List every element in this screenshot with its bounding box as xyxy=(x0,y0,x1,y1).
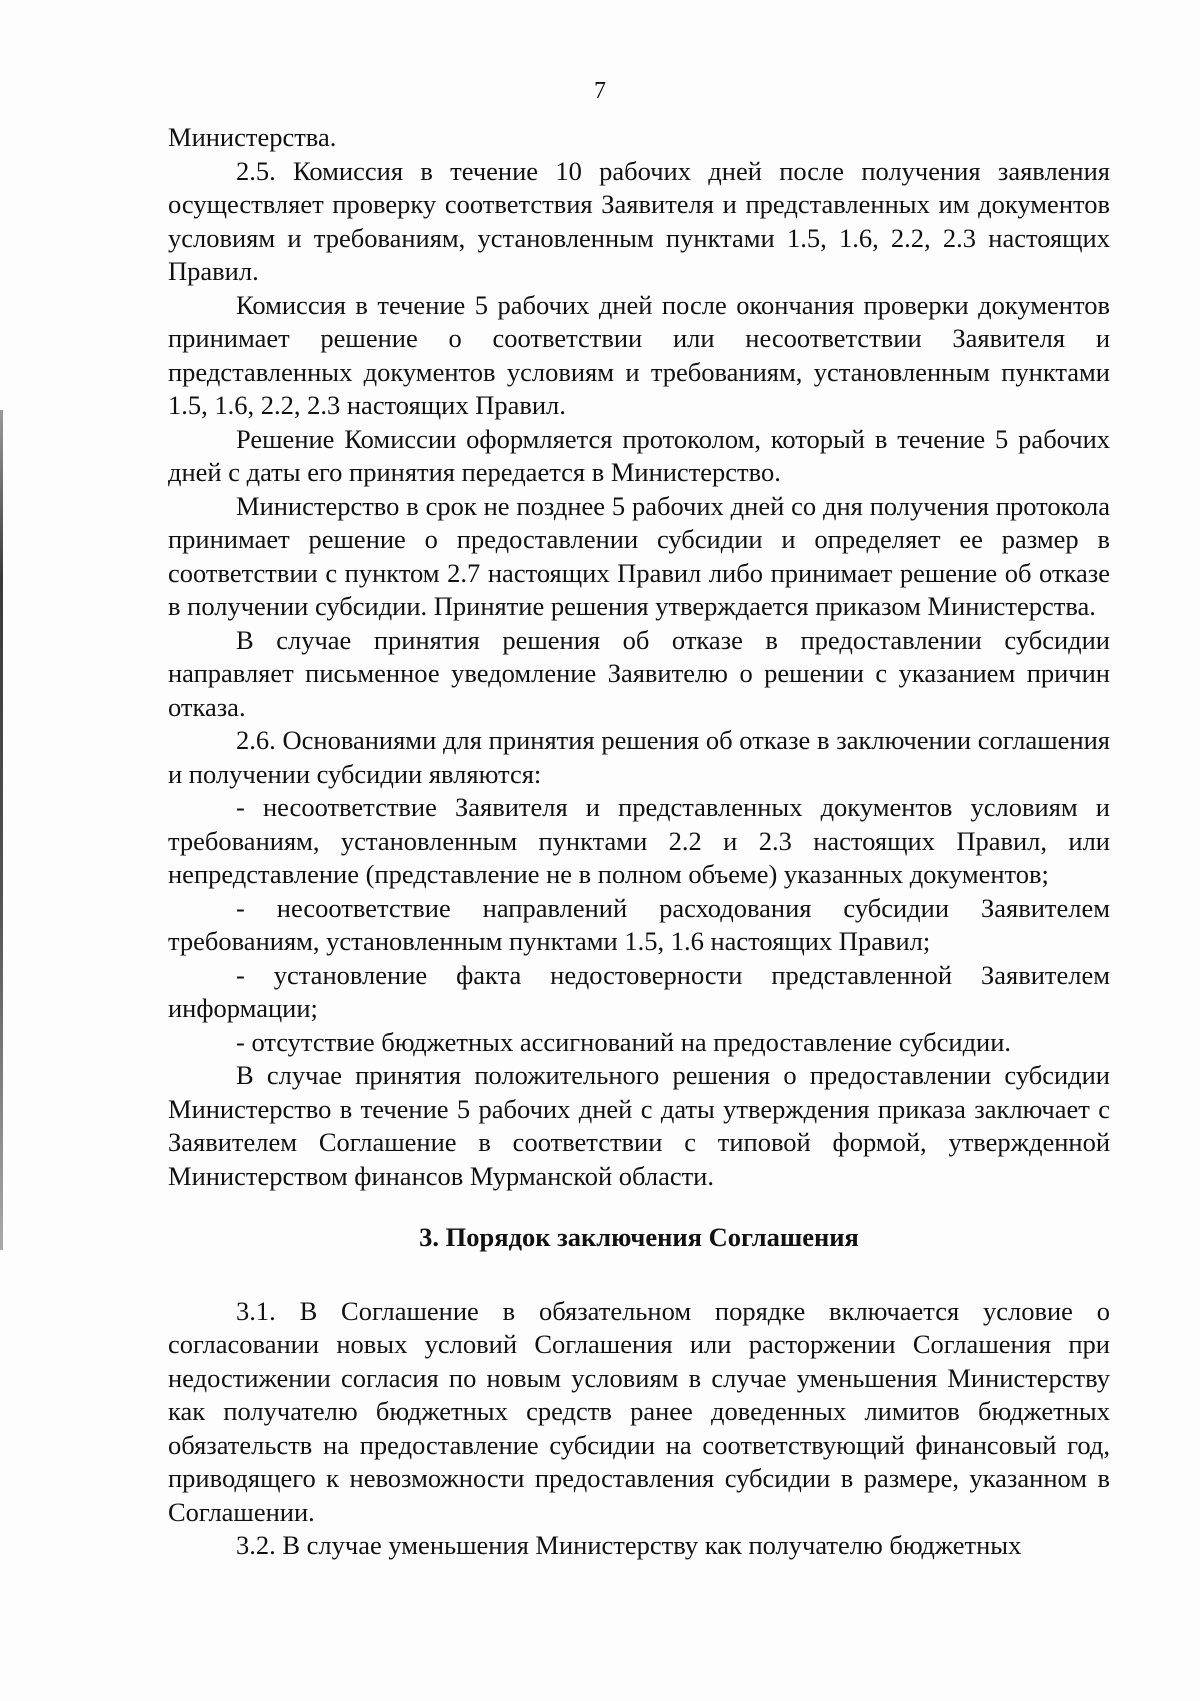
paragraph-continuation: Министерства. xyxy=(168,122,337,152)
list-item-no-budget: - отсутствие бюджетных ассигнований на предоставление субсидии. xyxy=(236,1026,1012,1057)
paragraph-protocol: Решение Комиссии оформляется протоколом, который в течение 5 рабочих дней с даты его принятия передается в Министерство. xyxy=(168,423,1110,487)
paragraph-2-6: 2.6. Основаниями для принятия решения об отказе в заключении соглашения и получении субсидии являются: xyxy=(168,725,1110,789)
document-body xyxy=(168,121,1110,1563)
paragraph-positive-decision: В случае принятия положительного решения о предоставлении субсидии Министерство в течение 5 рабочих дней с даты утверждения приказа заключает с Заявителем Соглашение в соответствии с типовой формой, утвержденной Министерством финансов Мурманской области. xyxy=(168,1060,1110,1191)
paragraph-3-2: 3.2. В случае уменьшения Министерству как получателю бюджетных xyxy=(236,1530,1022,1560)
scan-edge-shadow xyxy=(0,410,3,1250)
paragraph-3-1: 3.1. В Соглашение в обязательном порядке включается условие о согласовании новых условий Соглашения или расторжении Соглашения при недостижении согласия по новым условиям в случае уменьшения Министерству как получателю бюджетных средств ранее доведенных лимитов бюджетных обязательств на предоставление субсидии на соответствующий финансовый год, приводящего к невозможности предоставления субсидии в размере, указанном в Соглашении. xyxy=(168,1295,1110,1527)
page-number: 7 xyxy=(594,78,606,104)
paragraph-commission-decision: Комиссия в течение 5 рабочих дней после окончания проверки документов принимает решение о соответствии или несоответствии Заявителя и представленных документов условиям и требованиям, установленным пунктами 1.5, 1.6, 2.2, 2.3 настоящих Правил. xyxy=(168,289,1110,420)
paragraph-refusal-notice: В случае принятия решения об отказе в предоставлении субсидии направляет письменное уведомление Заявителю о решении с указанием причин отказа. xyxy=(168,624,1110,722)
list-item-nonconformity-documents: - несоответствие Заявителя и представленных документов условиям и требованиям, установленным пунктами 2.2 и 2.3 настоящих Правил, или непредставление (представление не в полном объеме) указанных документов; xyxy=(168,792,1110,889)
section-heading: 3. Порядок заключения Соглашения xyxy=(419,1222,859,1252)
paragraph-ministry-decision: Министерство в срок не позднее 5 рабочих дней со дня получения протокола принимает решение о предоставлении субсидии и определяет ее размер в соответствии с пунктом 2.7 настоящих Правил либо принимает решение об отказе в получении субсидии. Принятие решения утверждается приказом Министерства. xyxy=(168,490,1110,621)
paragraph-2-5: 2.5. Комиссия в течение 10 рабочих дней после получения заявления осуществляет проверку соответствия Заявителя и представленных им документов условиям и требованиям, установленным пунктами 1.5, 1.6, 2.2, 2.3 настоящих Правил. xyxy=(168,155,1110,286)
list-item-false-information: - установление факта недостоверности представленной Заявителем информации; xyxy=(168,959,1110,1023)
list-item-nonconformity-expenses: - несоответствие направлений расходования субсидии Заявителем требованиям, установленным пунктами 1.5, 1.6 настоящих Правил; xyxy=(168,892,1110,956)
